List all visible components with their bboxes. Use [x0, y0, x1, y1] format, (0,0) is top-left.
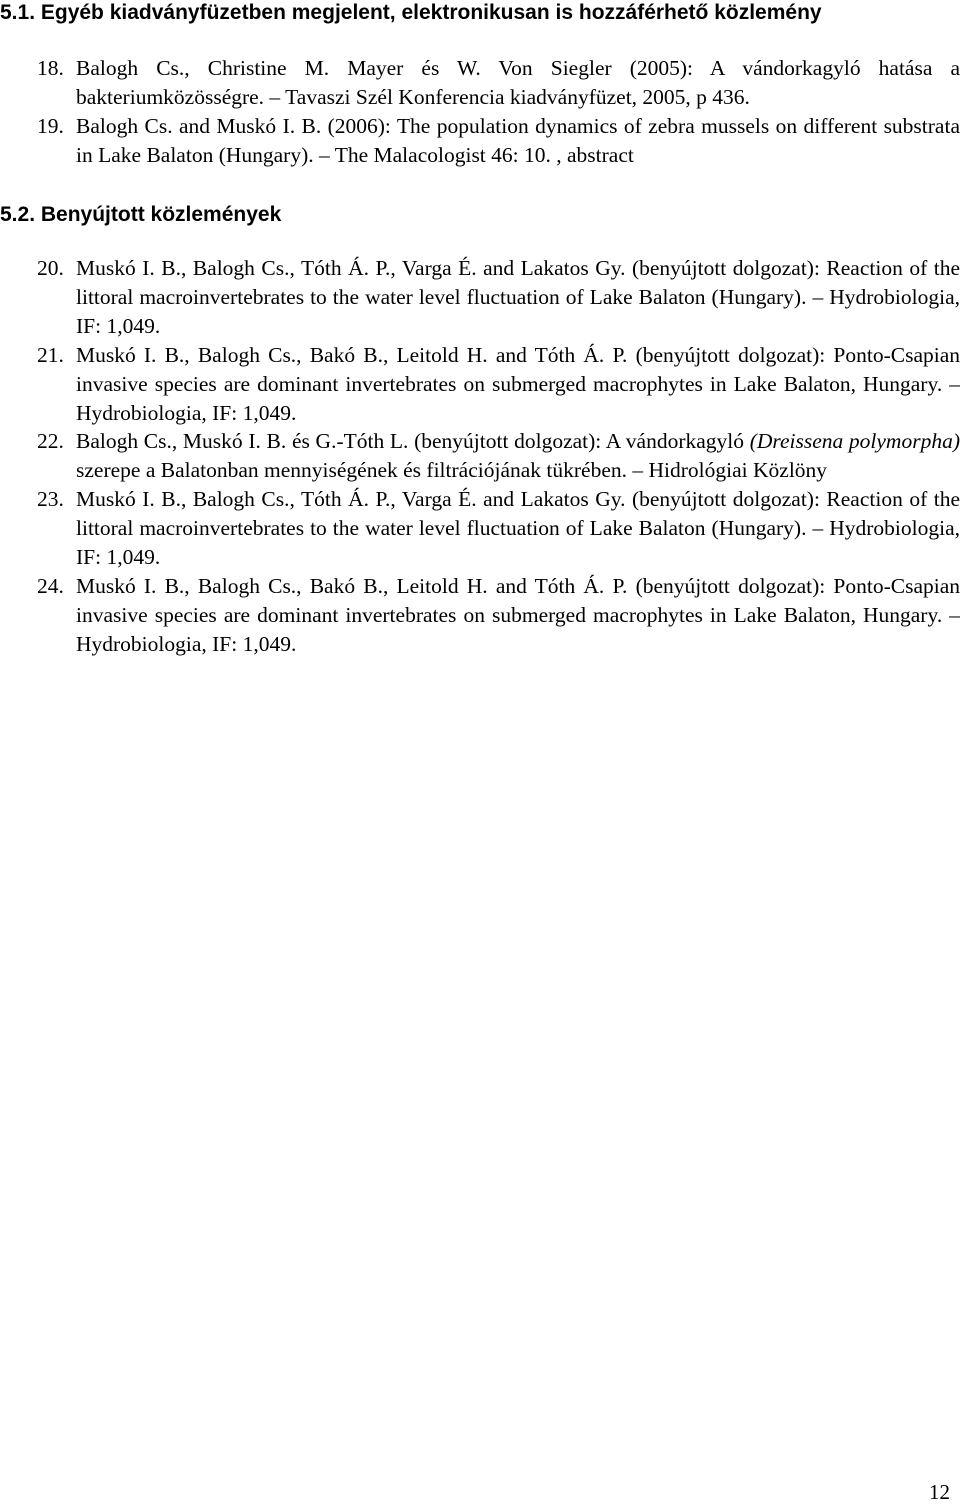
section-5-2-list	[0, 254, 960, 659]
reference-number: 23.	[37, 487, 64, 512]
reference-text: Muskó I. B., Balogh Cs., Bakó B., Leitold H. and Tóth Á. P. (benyújtott dolgozat): Ponto-Csapian invasive species are dominant invertebrates on submerged macrophytes in Lake Balaton, Hungary. – Hydrobiologia, IF: 1,049.	[76, 573, 960, 656]
section-heading-5-2: 5.2. Benyújtott közlemények	[0, 203, 282, 226]
reference-item	[0, 572, 960, 659]
reference-text: Muskó I. B., Balogh Cs., Bakó B., Leitold H. and Tóth Á. P. (benyújtott dolgozat): Ponto-Csapian invasive species are dominant invertebrates on submerged macrophytes in Lake Balaton, Hungary. – Hydrobiologia, IF: 1,049.	[76, 342, 960, 425]
reference-number: 18.	[37, 56, 64, 80]
reference-text: Balogh Cs., Christine M. Mayer és W. Von Siegler (2005): A vándorkagyló hatása a bakteriumközösségre. – Tavaszi Szél Konferencia kiadványfüzet, 2005, p 436.	[76, 56, 960, 109]
reference-item	[0, 427, 960, 485]
page-number: 12	[929, 1480, 950, 1504]
species-name-italic: (Dreissena polymorpha)	[749, 429, 960, 454]
reference-item	[0, 254, 960, 341]
reference-text-after: szerepe a Balatonban mennyiségének és filtrációjának tükrében. – Hidrológiai Közlöny	[76, 458, 828, 483]
reference-item	[0, 341, 960, 428]
reference-number: 24.	[37, 573, 64, 598]
reference-number: 22.	[37, 429, 64, 454]
reference-text	[76, 427, 960, 485]
reference-text: Balogh Cs. and Muskó I. B. (2006): The population dynamics of zebra mussels on different substrata in Lake Balaton (Hungary). – The Malacologist 46: 10. , abstract	[76, 113, 960, 167]
reference-item	[0, 485, 960, 572]
reference-text: Muskó I. B., Balogh Cs., Tóth Á. P., Varga É. and Lakatos Gy. (benyújtott dolgozat): Reaction of the littoral macroinvertebrates to the water level fluctuation of Lake Balaton (Hungary). – Hydrobiologia, IF: 1,049.	[76, 487, 960, 570]
section-heading-5-1: 5.1. Egyéb kiadványfüzetben megjelent, elektronikusan is hozzáférhető közlemény	[0, 1, 822, 24]
reference-number: 20.	[37, 256, 64, 280]
reference-item	[0, 54, 960, 112]
reference-number: 19.	[37, 113, 64, 138]
reference-number: 21.	[37, 342, 64, 367]
reference-text-before: Balogh Cs., Muskó I. B. és G.-Tóth L. (benyújtott dolgozat): A vándorkagyló	[76, 429, 750, 454]
reference-item	[0, 112, 960, 170]
reference-text: Muskó I. B., Balogh Cs., Tóth Á. P., Varga É. and Lakatos Gy. (benyújtott dolgozat): Reaction of the littoral macroinvertebrates to the water level fluctuation of Lake Balaton (Hungary). – Hydrobiologia, IF: 1,049.	[76, 256, 960, 338]
section-5-1-list	[0, 54, 960, 170]
